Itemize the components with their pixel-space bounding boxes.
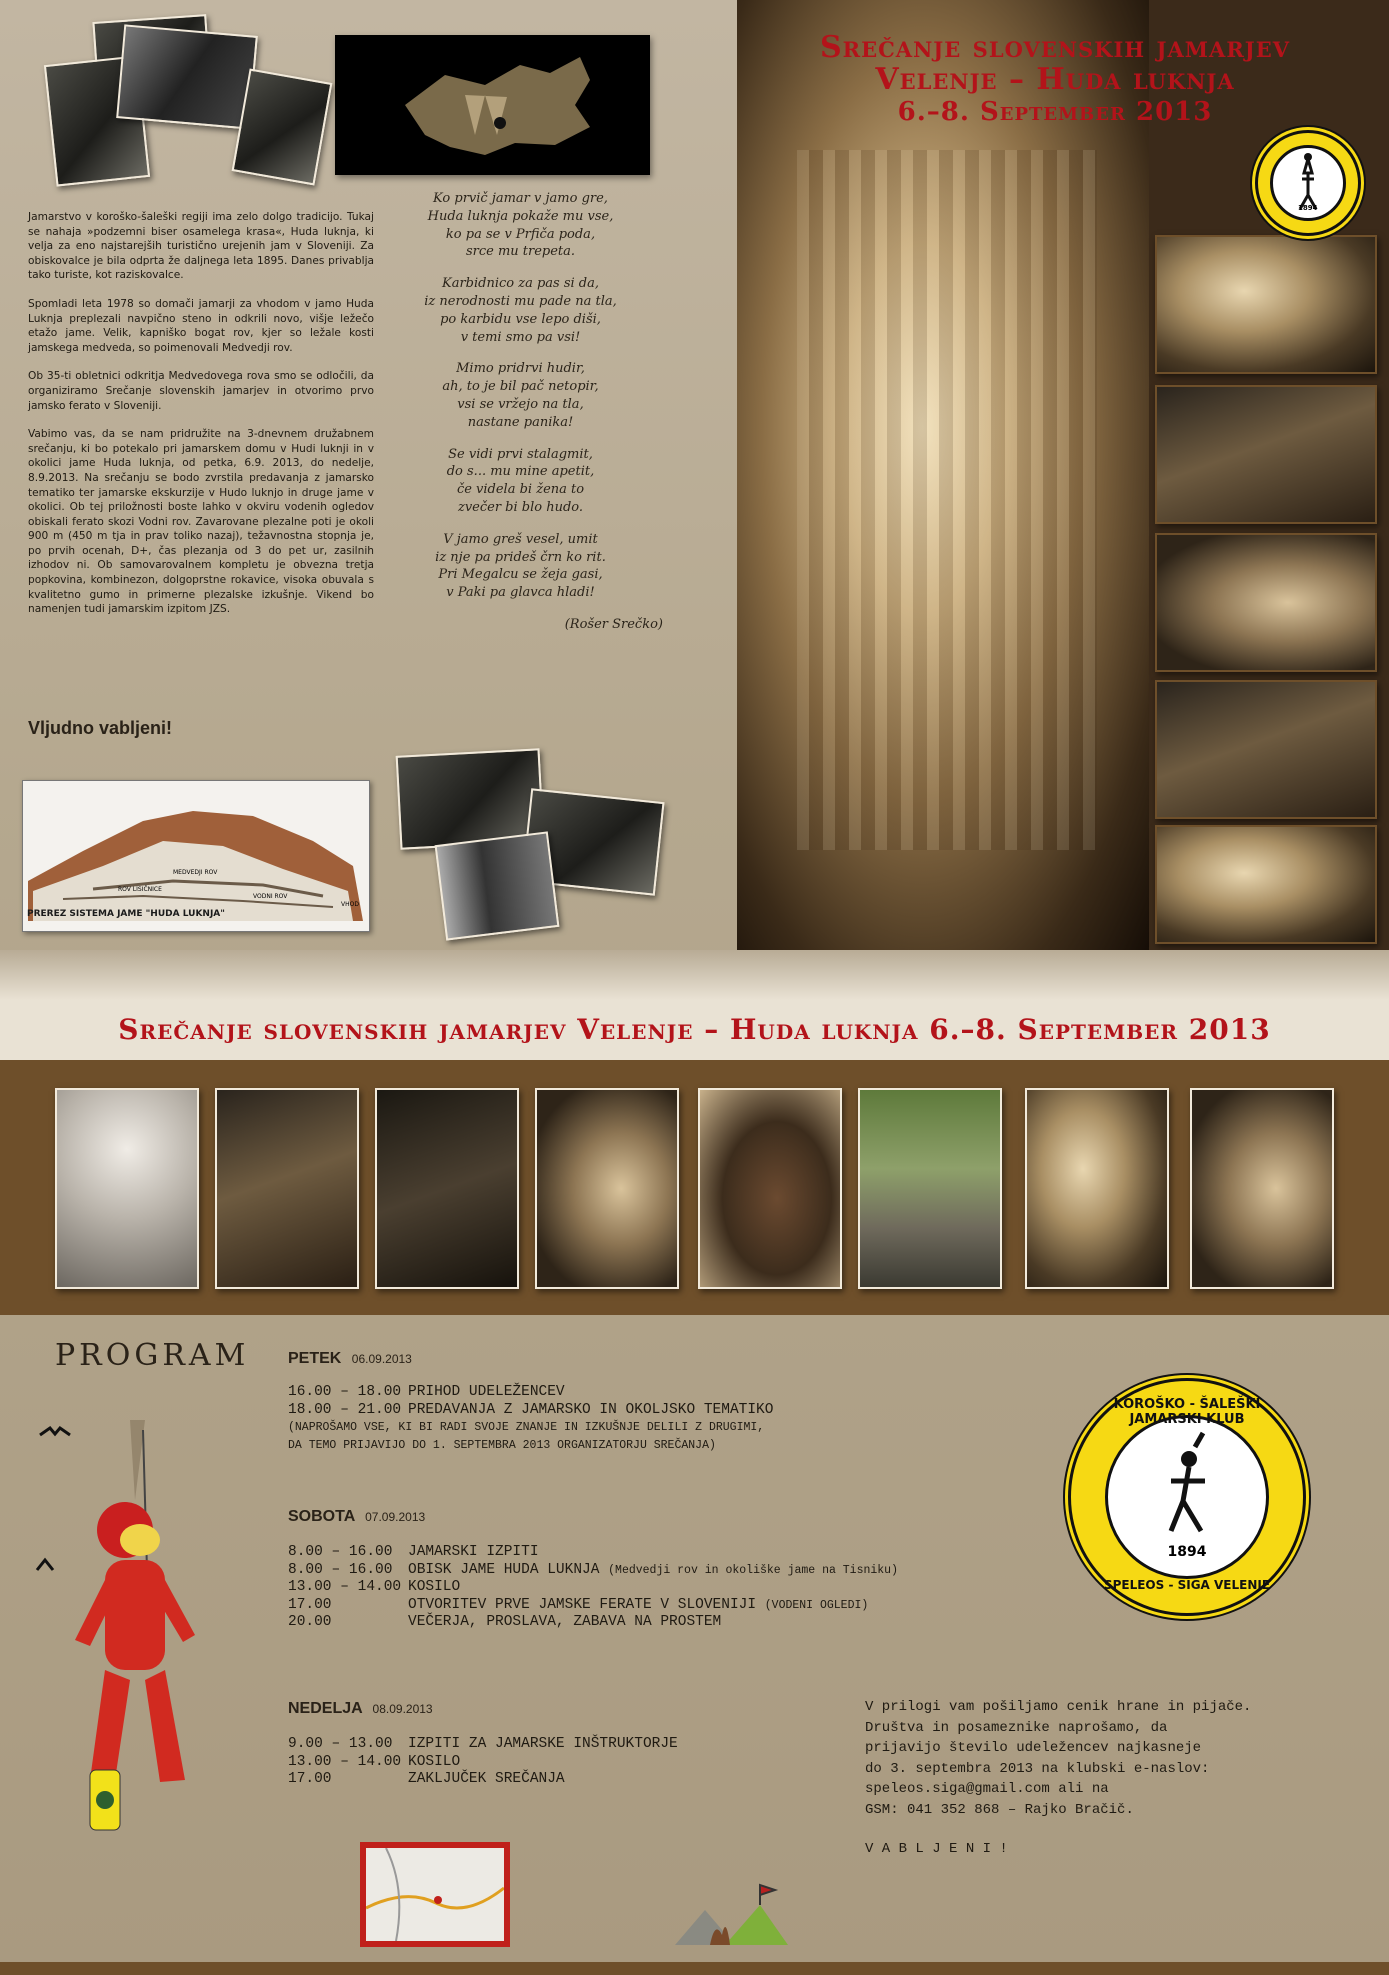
side-photo-2 (1155, 385, 1377, 524)
intro-text (28, 210, 374, 631)
schedule-row (288, 1562, 1108, 1580)
photo-cave-tunnel-bw (116, 24, 258, 129)
header-line-2: Velenje – Huda luknja (875, 62, 1235, 97)
saturday-date: 07.09.2013 (365, 1510, 426, 1524)
side-photo-5 (1155, 825, 1377, 944)
poem-stanza: Se vidi prvi stalagmit, do s... mu mine apetit, če videla bi žena to zvečer bi blo hudo. (446, 446, 595, 515)
banner (0, 1000, 1389, 1060)
strip-photo-2 (215, 1088, 359, 1289)
schedule-note: (VODENI OGLEDI) (764, 1598, 869, 1612)
side-photo-4 (1155, 680, 1377, 819)
schedule-row (288, 1384, 1108, 1402)
friday-schedule (288, 1384, 1108, 1454)
schedule-activity: VEČERJA, PROSLAVA, ZABAVA NA PROSTEM (408, 1614, 722, 1630)
photo-gate-bw (232, 68, 333, 185)
sunday-date: 08.09.2013 (372, 1702, 433, 1716)
logo-bottom-text: SPELEOS - SIGA VELENJE (1103, 1578, 1271, 1592)
cave-cross-section-diagram (22, 780, 370, 932)
schedule-activity: OBISK JAME HUDA LUKNJA (408, 1561, 600, 1578)
schedule-time: 17.00 (288, 1771, 332, 1787)
schedule-activity: KOSILO (408, 1753, 461, 1770)
schedule-activity: JAMARSKI IZPITI (408, 1544, 539, 1560)
schedule-time: 13.00 – 14.00 (288, 1753, 402, 1770)
schedule-time: 8.00 – 16.00 (288, 1544, 393, 1560)
banner-top-stripe (0, 950, 1389, 1000)
header-line-3: 6.–8. September 2013 (897, 97, 1213, 127)
schedule-row (288, 1771, 848, 1789)
camp-tents-icon (670, 1880, 790, 1950)
poem-stanza: V jamo greš vesel, umit iz nje pa prideš črn ko rit. Pri Megalcu se žeja gasi, v Paki pa glavca hladi! (435, 531, 606, 601)
schedule-time: 9.00 – 13.00 (288, 1736, 393, 1752)
strip-photo-6 (858, 1088, 1002, 1289)
info-line: Društva in posameznike naprošamo, da (865, 1719, 1168, 1736)
schedule-time: 13.00 – 14.00 (288, 1579, 402, 1595)
header-line-1: Srečanje slovenskih jamarjev (819, 30, 1291, 65)
friday-day: PETEK (288, 1350, 342, 1367)
map-label-vhod: VHOD (341, 901, 359, 908)
poem-stanza: Mimo pridrvi hudir, ah, to je bil pač netopir, vsi se vržejo na tla, nastane panika! (442, 361, 599, 430)
info-line: V prilogi vam pošiljamo cenik hrane in pijače. (865, 1699, 1252, 1715)
strip-photo-1 (55, 1088, 199, 1289)
logo-small-year: 1894 (1298, 204, 1318, 212)
sunday-schedule (288, 1736, 848, 1789)
schedule-activity: IZPITI ZA JAMARSKE INŠTRUKTORJE (408, 1736, 678, 1752)
strip-photo-8 (1190, 1088, 1334, 1289)
header-title (760, 32, 1350, 128)
schedule-time: 16.00 – 18.00 (288, 1384, 402, 1400)
slovenia-map-shape (335, 35, 650, 175)
schedule-row (288, 1544, 1108, 1562)
location-map (360, 1842, 510, 1947)
friday-heading (288, 1350, 1108, 1368)
info-phone: GSM: 041 352 868 – Rajko Bračič. (865, 1801, 1134, 1818)
schedule-activity: PRIHOD UDELEŽENCEV (408, 1384, 565, 1400)
saturday-day: SOBOTA (288, 1508, 355, 1525)
schedule-row (288, 1402, 1108, 1420)
schedule-activity: PREDAVANJA Z JAMARSKO IN OKOLJSKO TEMATIKO (408, 1401, 774, 1418)
saturday-heading (288, 1508, 1108, 1526)
strip-photo-3 (375, 1088, 519, 1289)
info-email: speleos.siga@gmail.com ali na (865, 1781, 1109, 1798)
strip-photo-5 (698, 1088, 842, 1289)
saturday-block (288, 1508, 1108, 1632)
intro-closing: Vljudno vabljeni! (28, 718, 173, 738)
sunday-heading (288, 1700, 848, 1718)
map-title: PREREZ SISTEMA JAME "HUDA LUKNJA" (27, 909, 225, 919)
banner-title: Srečanje slovenskih jamarjev Velenje – Huda luknja 6.–8. September 2013 (118, 1013, 1271, 1046)
sunday-day: NEDELJA (288, 1700, 363, 1717)
poem-stanza: Karbidnico za pas si da, iz nerodnosti mu pade na tla, po karbidu vse lepo diši, v temi smo pa vsi! (424, 276, 617, 345)
friday-block (288, 1350, 1108, 1454)
poem-stanza: Ko prvič jamar v jamo gre, Huda luknja pokaže mu vse, ko pa se v Prfiča poda, srce mu trepeta. (427, 191, 614, 260)
logo-top-text: KOROŠKO - ŠALEŠKI JAMARSKI KLUB (1113, 1397, 1261, 1427)
strip-photo-4 (535, 1088, 679, 1289)
saturday-schedule (288, 1544, 1108, 1632)
logo-year: 1894 (1167, 1544, 1207, 1560)
map-label-medvedji: MEDVEDJI ROV (173, 869, 218, 876)
friday-note-2: DA TEMO PRIJAVIJO DO 1. SEPTEMBRA 2013 ORGANIZATORJU SREČANJA) (288, 1438, 716, 1452)
schedule-row (288, 1614, 1108, 1632)
main-cave-stripes (797, 150, 1097, 850)
program-heading: PROGRAM (55, 1338, 250, 1373)
side-photo-1 (1155, 235, 1377, 374)
club-logo (1068, 1378, 1306, 1616)
schedule-row (288, 1736, 848, 1754)
schedule-time: 20.00 (288, 1614, 332, 1630)
info-closing: V A B L J E N I ! (865, 1840, 1008, 1857)
schedule-row (288, 1597, 1108, 1615)
map-label-vodni: VODNI ROV (253, 893, 288, 900)
location-map-image (366, 1848, 504, 1941)
sunday-block (288, 1700, 848, 1789)
schedule-row (288, 1754, 848, 1772)
caver-cartoon (35, 1420, 215, 1900)
schedule-note: (Medvedji rov in okoliške jame na Tisniku) (608, 1563, 898, 1577)
info-line: do 3. septembra 2013 na klubski e-naslov: (865, 1760, 1210, 1777)
friday-date: 06.09.2013 (351, 1352, 412, 1366)
photo-old-mine-3 (435, 831, 560, 940)
info-line: prijavijo število udeležencev najkasneje (865, 1740, 1202, 1757)
friday-note-1: (NAPROŠAMO VSE, KI BI RADI SVOJE ZNANJE IN IZKUŠNJE DELILI Z DRUGIMI, (288, 1421, 765, 1434)
schedule-activity: ZAKLJUČEK SREČANJA (408, 1771, 565, 1787)
schedule-time: 18.00 – 21.00 (288, 1401, 402, 1418)
intro-paragraph-2: Spomladi leta 1978 so domači jamarji za vhodom v jamo Huda Luknja preplezali navpično steno in odkrili novo, višje ležečo etažo jame. Velik, kapniško bogat rov, kjer so ležale kosti jamskega medveda, so poimenovali Medvedji rov. (28, 297, 374, 354)
slovenia-silhouette-photo (335, 35, 650, 175)
schedule-time: 8.00 – 16.00 (288, 1561, 393, 1578)
strip-photo-7 (1025, 1088, 1169, 1289)
photo-strip (0, 1060, 1389, 1315)
side-photo-3 (1155, 533, 1377, 672)
caver-figure-icon (1258, 133, 1358, 233)
poem (368, 190, 673, 648)
map-label-lisicnice: ROV LISIČNICE (118, 886, 162, 893)
intro-paragraph-4: Vabimo vas, da se nam pridružite na 3-dnevnem družabnem srečanju, ki bo potekalo pri jamarskem domu v Hudi luknji in v okolici jame Huda luknja, od petka, 6.9. 2013, do nedelje, 8.9.2013. Na srečanju se bodo zvrstila predavanja z jamarsko tematiko ter jamarske ekskurzije v Hudo luknjo in druge jame v okolici. Ob tej priložnosti boste lahko v okviru vodenih ogledov obiskali ferato skozi Vodni rov. Zavarovane plezalne poti je okoli 900 m (450 m tja in prav toliko nazaj), težavnostna stopnja je, po prvih ocenah, D+, čas plezanja od 3 do pet ur, zasilnih izhodov ni. Ob samovarovalnem kompletu je obvezna tretja popkovina, kombinezon, dolgoprstne rokavice, visoka obuvala s kvalitetno gumo in primerne plezalske izkušnje. Vikend bo namenjen tudi jamarskim izpitom JZS. (28, 428, 374, 616)
poem-author: (Rošer Srečko) (564, 616, 663, 632)
info-block (865, 1697, 1375, 1859)
schedule-activity: KOSILO (408, 1579, 461, 1595)
footer-band (0, 1962, 1389, 1975)
schedule-time: 17.00 (288, 1596, 332, 1613)
intro-paragraph-1: Jamarstvo v koroško-šaleški regiji ima zelo dolgo tradicijo. Tukaj se nahaja »podzemni biser osamelega krasa«, Huda luknja, ki velja za eno najstarejših turistično urejenih jam v Sloveniji. Za obiskovalce je bila odprta že daljnega leta 1895. Danes privablja tako turiste, kot raziskovalce. (28, 211, 374, 282)
schedule-row (288, 1579, 1108, 1597)
schedule-activity: OTVORITEV PRVE JAMSKE FERATE V SLOVENIJI (408, 1596, 757, 1613)
intro-paragraph-3: Ob 35-ti obletnici odkritja Medvedovega rova smo se odločili, da organiziramo Srečanje slovenskih jamarjev in otvorimo prvo jamsko ferato v Sloveniji. (28, 370, 374, 412)
club-logo-small (1255, 130, 1361, 236)
